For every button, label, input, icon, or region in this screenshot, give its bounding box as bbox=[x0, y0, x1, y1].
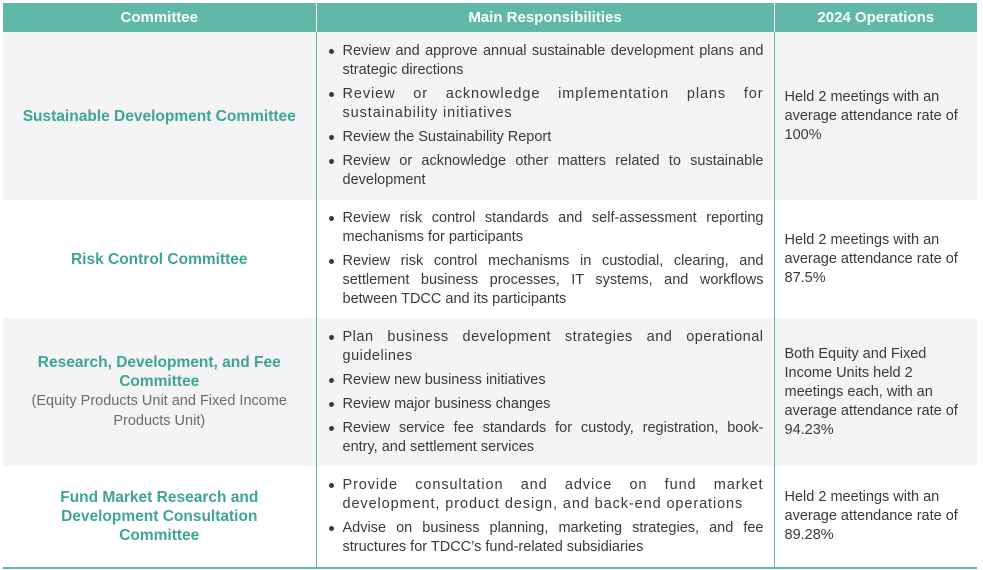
list-item: Review and approve annual sustainable development plans and strategic directions bbox=[327, 42, 764, 80]
list-item: Review new business initiatives bbox=[327, 371, 764, 390]
responsibilities-list bbox=[327, 42, 764, 190]
committee-name-cell bbox=[3, 200, 316, 318]
responsibilities-cell bbox=[316, 318, 774, 466]
header-responsibilities: Main Responsibilities bbox=[316, 3, 774, 32]
header-operations: 2024 Operations bbox=[774, 3, 977, 32]
list-item: Plan business development strategies and operational guidelines bbox=[327, 328, 764, 366]
list-item: Review risk control mechanisms in custodial, clearing, and settlement business processes, IT systems, and workflows between TDCC and its participants bbox=[327, 252, 764, 309]
operations-cell: Held 2 meetings with an average attendance rate of 89.28% bbox=[774, 466, 977, 568]
list-item: Review service fee standards for custody, registration, book-entry, and settlement services bbox=[327, 419, 764, 457]
list-item: Provide consultation and advice on fund market development, product design, and back-end operations bbox=[327, 476, 764, 514]
operations-cell: Held 2 meetings with an average attendance rate of 100% bbox=[774, 32, 977, 200]
list-item: Review major business changes bbox=[327, 395, 764, 414]
list-item: Review or acknowledge other matters related to sustainable development bbox=[327, 152, 764, 190]
committee-table bbox=[3, 3, 977, 569]
table-row bbox=[3, 466, 977, 568]
responsibilities-list bbox=[327, 328, 764, 457]
responsibilities-list bbox=[327, 209, 764, 309]
committee-subtitle: (Equity Products Unit and Fixed Income Products Unit) bbox=[31, 393, 287, 429]
table-row bbox=[3, 318, 977, 466]
list-item: Advise on business planning, marketing strategies, and fee structures for TDCC’s fund-related subsidiaries bbox=[327, 519, 764, 557]
committee-name: Sustainable Development Committee bbox=[22, 107, 296, 125]
table-row bbox=[3, 32, 977, 200]
header-committee: Committee bbox=[3, 3, 316, 32]
responsibilities-list bbox=[327, 476, 764, 557]
list-item: Review the Sustainability Report bbox=[327, 128, 764, 147]
list-item: Review risk control standards and self-assessment reporting mechanisms for participants bbox=[327, 209, 764, 247]
operations-cell: Held 2 meetings with an average attendance rate of 87.5% bbox=[774, 200, 977, 318]
committee-name-cell bbox=[3, 466, 316, 568]
committee-name: Research, Development, and Fee Committee bbox=[37, 354, 281, 390]
responsibilities-cell bbox=[316, 32, 774, 200]
committee-name: Fund Market Research and Development Consultation Committee bbox=[60, 489, 259, 544]
header-row bbox=[3, 3, 977, 32]
responsibilities-cell bbox=[316, 466, 774, 568]
committee-name-cell bbox=[3, 32, 316, 200]
list-item: Review or acknowledge implementation plans for sustainability initiatives bbox=[327, 85, 764, 123]
committee-name-cell bbox=[3, 318, 316, 466]
responsibilities-cell bbox=[316, 200, 774, 318]
table-row bbox=[3, 200, 977, 318]
committee-name: Risk Control Committee bbox=[70, 250, 248, 268]
operations-cell: Both Equity and Fixed Income Units held 2 meetings each, with an average attendance rate of 94.23% bbox=[774, 318, 977, 466]
